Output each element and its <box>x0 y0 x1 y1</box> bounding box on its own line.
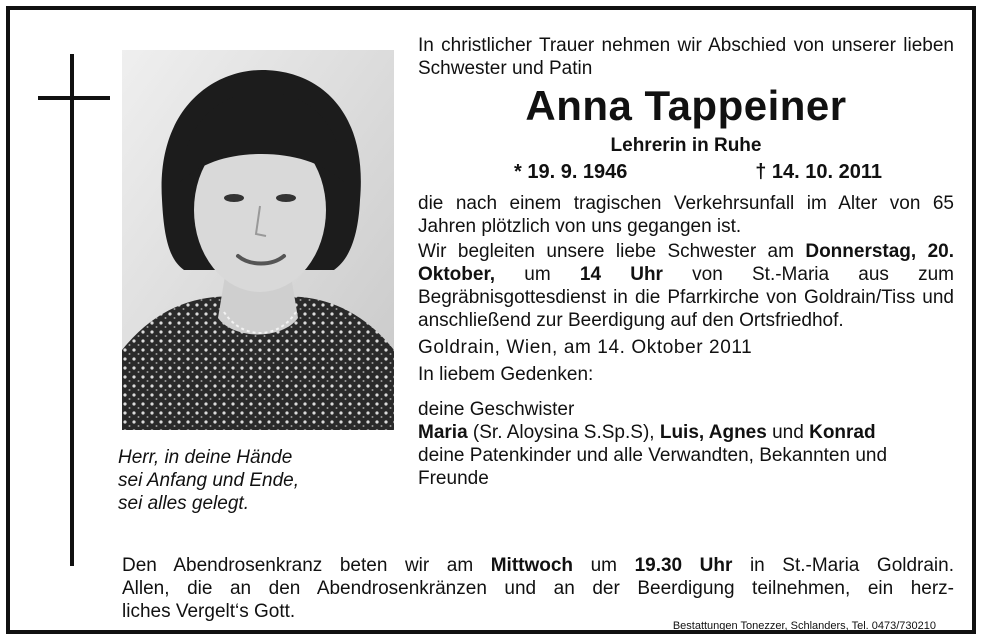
text-segment: von St.-Maria aus zum Begräbnisgottesdienst in die Pfarrkirche von Goldrain/Tiss und anschließend zur Beerdigung auf den Ortsfriedhof. <box>418 264 955 331</box>
bible-quote <box>118 446 408 515</box>
place-date: Goldrain, Wien, am 14. Oktober 2011 <box>418 337 753 358</box>
portrait-image <box>122 50 394 430</box>
deceased-name: Anna Tappeiner <box>525 82 847 129</box>
quote-line: sei alles gelegt. <box>118 493 249 514</box>
obituary-text <box>418 34 954 490</box>
text-segment: Den Abendrosenkranz beten wir am <box>122 555 491 576</box>
family-list <box>418 398 954 490</box>
sibling-name: Maria <box>418 422 468 443</box>
deceased-title: Lehrerin in Ruhe <box>610 135 762 156</box>
other-mourners: deine Patenkinder und alle Verwandten, Bekannten und Freunde <box>418 445 888 489</box>
rosary-time: 19.30 Uhr <box>634 555 733 576</box>
quote-line: Herr, in deine Hände <box>118 447 293 468</box>
text-segment: und <box>766 422 810 443</box>
funeral-home-imprint: Bestattungen Tonezzer, Schlanders, Tel. 0473/730210 <box>672 620 936 632</box>
death-date: † 14. 10. 2011 <box>755 161 882 183</box>
siblings-label: deine Geschwister <box>418 399 575 420</box>
siblings-names <box>418 421 954 444</box>
text-segment: Wir begleiten unsere liebe Schwester am <box>418 241 806 262</box>
thanks-line-end: liches Vergelt‘s Gott. <box>122 601 296 622</box>
birth-date: * 19. 9. 1946 <box>514 161 628 183</box>
intro-text: In christlicher Trauer nehmen wir Abschied von unserer lieben Schwester und Patin <box>418 35 954 79</box>
funeral-date: Donnerstag, 20. Oktober, <box>418 241 955 285</box>
rosary-line <box>122 554 954 577</box>
sibling-name: Konrad <box>809 422 876 443</box>
cross-icon-bar <box>38 96 110 100</box>
cross-icon <box>70 54 74 566</box>
death-circumstance: die nach einem tragischen Verkehrsunfall im Alter von 65 Jahren plötzlich von uns gegangen ist. <box>418 193 954 237</box>
text-segment: um <box>495 264 580 285</box>
memory-heading: In liebem Gedenken: <box>418 364 594 385</box>
text-segment: in St.-Maria Goldrain. <box>732 555 955 576</box>
portrait-photo <box>122 50 394 430</box>
text-segment: um <box>573 555 635 576</box>
sibling-name: Luis, Agnes <box>659 422 767 443</box>
life-dates <box>418 161 954 184</box>
funeral-time: 14 Uhr <box>579 264 663 285</box>
sibling-note: (Sr. Aloysina S.Sp.S), <box>467 422 660 443</box>
rosary-info <box>122 554 954 623</box>
rosary-day: Mittwoch <box>490 555 574 576</box>
obituary-card <box>6 6 976 634</box>
quote-line: sei Anfang und Ende, <box>118 470 299 491</box>
thanks-line: Allen, die an den Abendrosenkränzen und an der Beerdigung teilnehmen, ein herz- <box>122 578 954 599</box>
funeral-info <box>418 240 954 332</box>
